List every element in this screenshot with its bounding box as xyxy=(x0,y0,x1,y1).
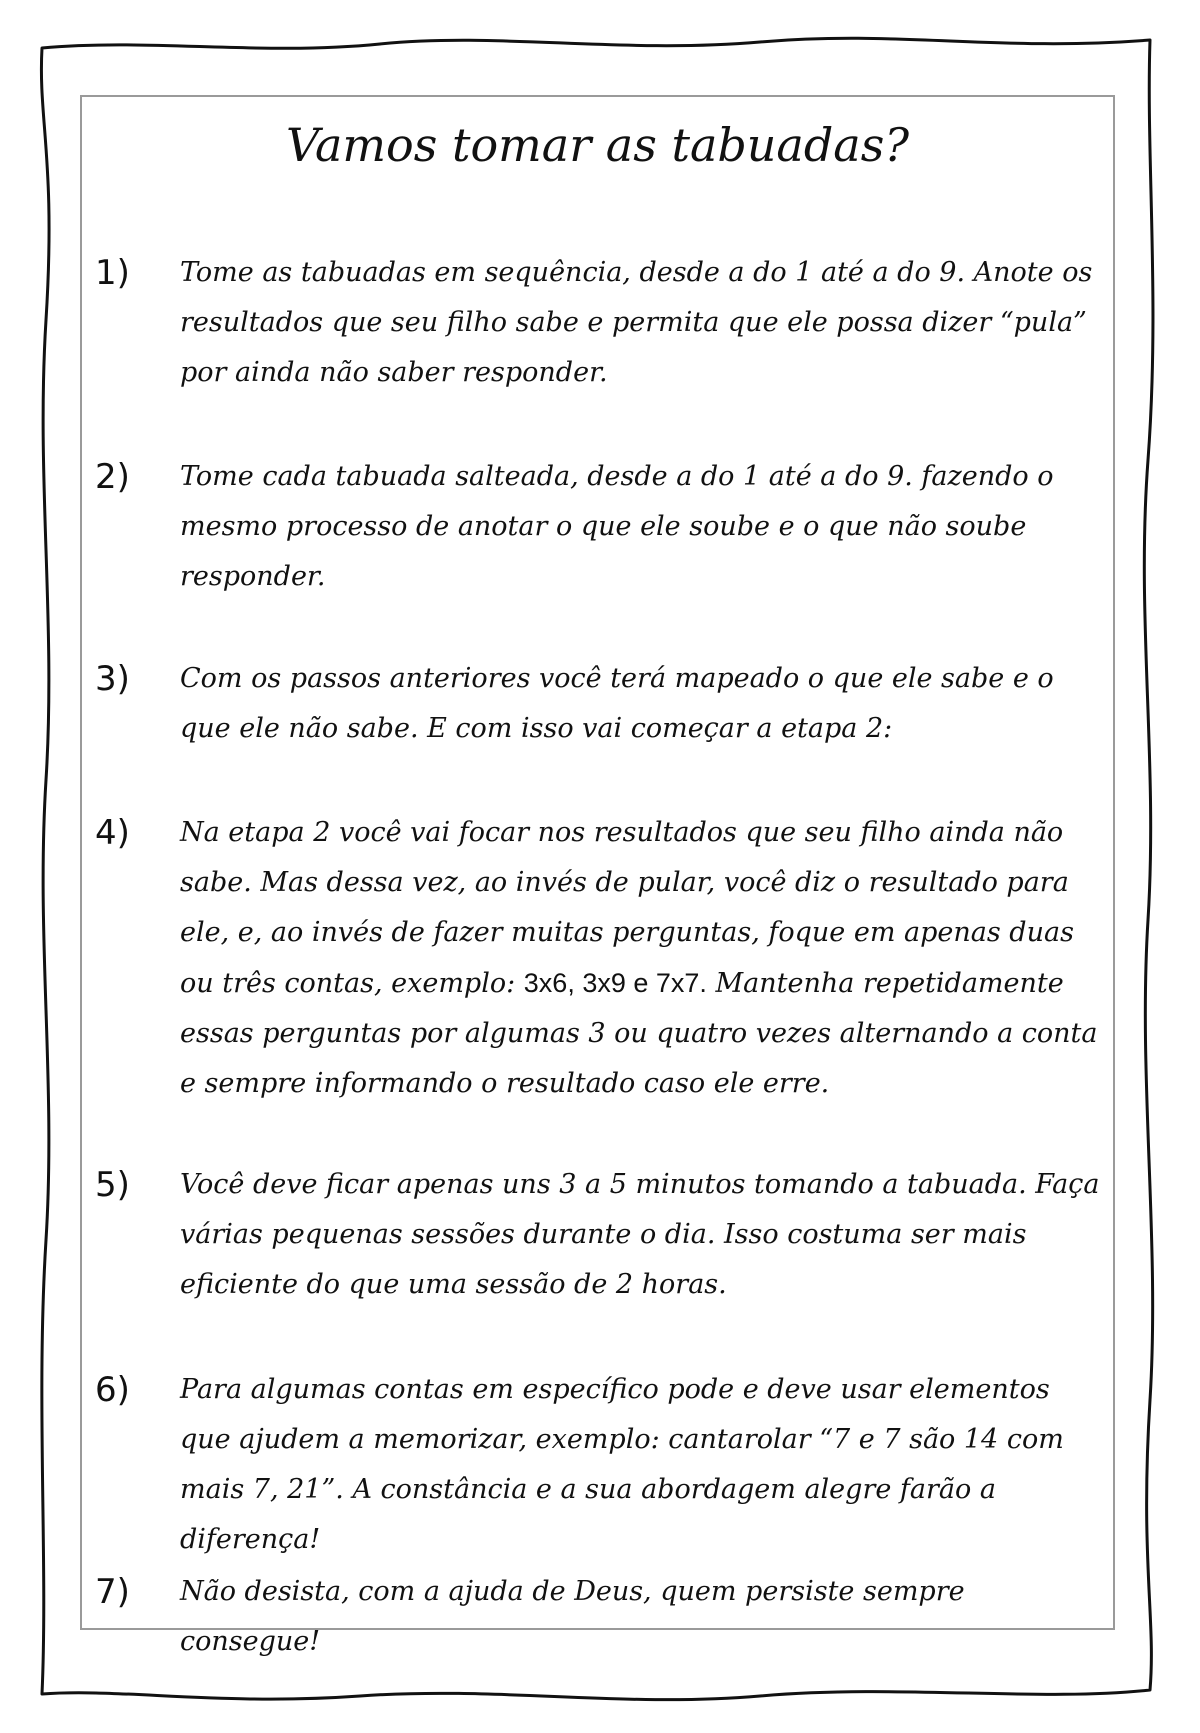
item-text: Com os passos anteriores você terá mapeado o que ele sabe e o que ele não sabe. E com isso vai começar a etapa 2: xyxy=(180,663,1054,744)
item-number: 7) xyxy=(95,1572,130,1612)
item-number: 1) xyxy=(95,253,130,293)
item-text: Tome cada tabuada salteada, desde a do 1 até a do 9. fazendo o mesmo processo de anotar o que ele soube e o que não soube responder. xyxy=(180,461,1054,592)
page-title: Vamos tomar as tabuadas? xyxy=(286,118,909,172)
item-text: Você deve ficar apenas uns 3 a 5 minutos tomando a tabuada. Faça várias pequenas sessões durante o dia. Isso costuma ser mais eficiente do que uma sessão de 2 horas. xyxy=(180,1169,1100,1300)
item-number: 2) xyxy=(95,457,130,497)
item-number: 3) xyxy=(95,659,130,699)
example-calculations: 3x6, 3x9 e 7x7. xyxy=(523,968,707,998)
item-text: Tome as tabuadas em sequência, desde a do 1 até a do 9. Anote os resultados que seu filho sabe e permita que ele possa dizer “pula” por ainda não saber responder. xyxy=(180,257,1093,388)
item-number: 6) xyxy=(95,1370,130,1410)
item-text: Para algumas contas em específico pode e deve usar elementos que ajudem a memorizar, exemplo: cantarolar “7 e 7 são 14 com mais 7, 21”. A constância e a sua abordagem alegre farão a diferença! xyxy=(180,1374,1064,1555)
item-text: Não desista, com a ajuda de Deus, quem persiste sempre consegue! xyxy=(180,1576,965,1657)
item-number: 5) xyxy=(95,1165,130,1205)
item-text-part: Na etapa 2 você vai focar nos resultados que seu filho ainda não sabe. Mas dessa vez, ao invés de pular, você diz o resultado para ele, e, ao invés de fazer muitas perguntas, foque em apenas duas ou três contas, exemplo: xyxy=(180,817,1074,999)
item-text-part: Mantenha repetidamente essas perguntas por algumas 3 ou quatro vezes alternando a conta e sempre informando o resultado caso ele erre. xyxy=(180,968,1098,1099)
item-text xyxy=(180,808,1105,1109)
item-number: 4) xyxy=(95,813,130,853)
